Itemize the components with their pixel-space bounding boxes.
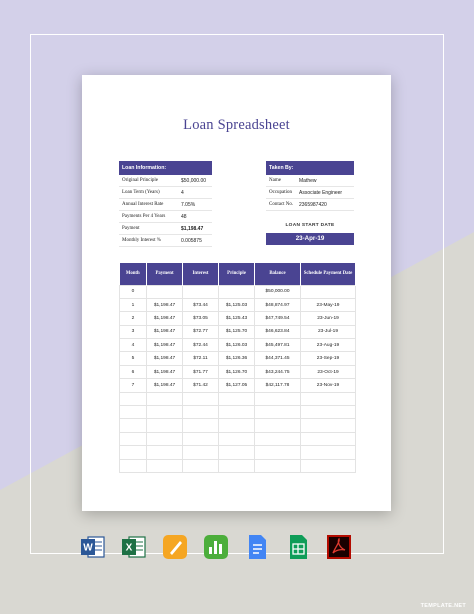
schedule-row	[120, 365, 356, 378]
schedule-cell: $1,126.03	[219, 339, 255, 352]
schedule-cell	[301, 432, 356, 445]
schedule-cell	[147, 459, 183, 472]
google-docs-icon	[244, 534, 270, 560]
google-sheets-icon	[285, 534, 311, 560]
schedule-cell: $72.77	[183, 325, 219, 338]
schedule-cell	[120, 392, 147, 405]
schedule-cell	[147, 392, 183, 405]
schedule-column-header: Interest	[183, 263, 219, 285]
loan-info-value: 0.005875	[181, 238, 202, 244]
schedule-cell: 23-Sep-19	[301, 352, 356, 365]
schedule-cell	[147, 406, 183, 419]
loan-info-row	[119, 175, 212, 187]
schedule-cell: $1,126.70	[219, 365, 255, 378]
loan-info-row	[119, 223, 212, 235]
schedule-cell: 23-Aug-19	[301, 339, 356, 352]
schedule-cell: 2	[120, 312, 147, 325]
taken-by-header: Taken By:	[266, 161, 354, 175]
loan-info-value: 48	[181, 214, 187, 220]
schedule-cell: $73.44	[183, 298, 219, 311]
schedule-cell	[301, 392, 356, 405]
taken-by-value: Associate Engineer	[299, 190, 343, 196]
schedule-cell: $44,371.45	[255, 352, 301, 365]
schedule-cell	[120, 406, 147, 419]
taken-by-box	[266, 161, 354, 211]
schedule-cell: $71.42	[183, 379, 219, 392]
schedule-cell: 0	[120, 285, 147, 298]
page-title: Loan Spreadsheet	[183, 117, 290, 133]
taken-by-row	[266, 175, 354, 187]
schedule-cell	[183, 406, 219, 419]
loan-info-row	[119, 235, 212, 247]
taken-by-row	[266, 199, 354, 211]
schedule-cell	[120, 459, 147, 472]
schedule-cell: 1	[120, 298, 147, 311]
schedule-cell: 23-Oct-19	[301, 365, 356, 378]
schedule-column-header: Payment	[147, 263, 183, 285]
schedule-cell	[301, 459, 356, 472]
loan-info-value: 7.05%	[181, 202, 196, 208]
excel-icon	[121, 534, 147, 560]
schedule-cell	[255, 446, 301, 459]
loan-info-label: Monthly Interest %	[122, 238, 161, 243]
schedule-cell: $1,198.47	[147, 352, 183, 365]
document-page	[82, 75, 391, 511]
schedule-cell	[255, 419, 301, 432]
loan-info-label: Loan Term (Years)	[122, 190, 160, 195]
watermark: TEMPLATE.NET	[420, 603, 466, 609]
schedule-row	[120, 325, 356, 338]
schedule-cell: $1,198.47	[147, 379, 183, 392]
schedule-cell: $46,623.84	[255, 325, 301, 338]
taken-by-label: Occupation	[269, 190, 293, 195]
schedule-cell	[301, 419, 356, 432]
schedule-row	[120, 406, 356, 419]
schedule-cell	[120, 446, 147, 459]
schedule-row	[120, 312, 356, 325]
schedule-row	[120, 419, 356, 432]
schedule-cell: $1,125.43	[219, 312, 255, 325]
schedule-cell	[219, 392, 255, 405]
schedule-cell: $48,874.97	[255, 298, 301, 311]
schedule-cell	[183, 459, 219, 472]
taken-by-value: 2365987420	[299, 202, 327, 208]
schedule-cell: 4	[120, 339, 147, 352]
schedule-cell	[255, 432, 301, 445]
schedule-cell: 3	[120, 325, 147, 338]
numbers-icon	[203, 534, 229, 560]
loan-info-value: $1,198.47	[181, 226, 204, 232]
schedule-cell	[219, 285, 255, 298]
loan-info-label: Annual Interest Rate	[122, 202, 164, 207]
schedule-cell	[183, 419, 219, 432]
schedule-cell	[219, 459, 255, 472]
schedule-cell: 5	[120, 352, 147, 365]
loan-info-value: $50,000.00	[181, 178, 207, 184]
schedule-cell: $1,125.03	[219, 298, 255, 311]
loan-information-header: Loan Information:	[119, 161, 212, 175]
schedule-cell: $1,126.36	[219, 352, 255, 365]
schedule-cell: 6	[120, 365, 147, 378]
loan-info-label: Original Principle	[122, 178, 158, 183]
schedule-cell: $47,749.54	[255, 312, 301, 325]
taken-by-label: Name	[269, 178, 281, 183]
loan-info-row	[119, 211, 212, 223]
loan-start-date-value: 23-Apr-19	[266, 233, 354, 245]
loan-start-date-label: LOAN START DATE	[285, 223, 335, 228]
schedule-column-header: Schedule Payment Date	[301, 263, 356, 285]
payment-schedule-table	[119, 263, 356, 473]
loan-info-value: 4	[181, 190, 184, 196]
schedule-cell	[183, 285, 219, 298]
schedule-cell	[147, 285, 183, 298]
loan-info-label: Payments Per 4 Years	[122, 214, 166, 219]
schedule-row	[120, 352, 356, 365]
schedule-row	[120, 298, 356, 311]
taken-by-label: Contact No.	[269, 202, 294, 207]
schedule-cell: $1,198.47	[147, 298, 183, 311]
schedule-cell: $1,198.47	[147, 325, 183, 338]
loan-info-row	[119, 199, 212, 211]
schedule-cell	[255, 406, 301, 419]
schedule-cell	[147, 446, 183, 459]
schedule-cell: 23-Nov-19	[301, 379, 356, 392]
schedule-row	[120, 392, 356, 405]
schedule-cell	[183, 446, 219, 459]
schedule-cell: 23-May-19	[301, 298, 356, 311]
loan-info-label: Payment	[122, 226, 140, 231]
schedule-cell: 23-Jul-19	[301, 325, 356, 338]
schedule-row	[120, 285, 356, 298]
schedule-cell	[301, 285, 356, 298]
app-format-icons	[80, 534, 367, 562]
schedule-cell: $1,198.47	[147, 339, 183, 352]
schedule-cell	[183, 392, 219, 405]
schedule-cell: $1,127.05	[219, 379, 255, 392]
schedule-cell: 7	[120, 379, 147, 392]
schedule-cell: $71.77	[183, 365, 219, 378]
schedule-cell	[219, 432, 255, 445]
schedule-column-header: Month	[120, 263, 147, 285]
schedule-cell	[147, 432, 183, 445]
schedule-cell: $73.05	[183, 312, 219, 325]
schedule-cell	[219, 446, 255, 459]
svg-text:X: X	[125, 542, 133, 554]
schedule-row	[120, 432, 356, 445]
schedule-cell: $1,198.47	[147, 312, 183, 325]
schedule-cell	[219, 419, 255, 432]
schedule-cell: $50,000.00	[255, 285, 301, 298]
loan-information-box	[119, 161, 212, 247]
pages-icon	[162, 534, 188, 560]
schedule-row	[120, 339, 356, 352]
loan-info-row	[119, 187, 212, 199]
svg-text:W: W	[83, 542, 93, 554]
taken-by-row	[266, 187, 354, 199]
schedule-cell: $1,125.70	[219, 325, 255, 338]
schedule-cell: $1,198.47	[147, 365, 183, 378]
schedule-cell	[301, 406, 356, 419]
schedule-row	[120, 379, 356, 392]
schedule-cell: $42,117.78	[255, 379, 301, 392]
schedule-cell	[255, 459, 301, 472]
pdf-icon	[326, 534, 352, 560]
schedule-cell	[301, 446, 356, 459]
schedule-cell: $72.44	[183, 339, 219, 352]
schedule-column-header: Balance	[255, 263, 301, 285]
schedule-row	[120, 446, 356, 459]
schedule-cell	[219, 406, 255, 419]
schedule-cell	[120, 419, 147, 432]
taken-by-value: Mathew	[299, 178, 317, 184]
schedule-cell: $45,497.81	[255, 339, 301, 352]
schedule-cell	[120, 432, 147, 445]
word-icon	[80, 534, 106, 560]
schedule-cell	[255, 392, 301, 405]
schedule-cell: $43,244.75	[255, 365, 301, 378]
schedule-cell: 23-Jun-19	[301, 312, 356, 325]
schedule-cell: $72.11	[183, 352, 219, 365]
schedule-column-header: Principle	[219, 263, 255, 285]
schedule-cell	[183, 432, 219, 445]
schedule-cell	[147, 419, 183, 432]
schedule-row	[120, 459, 356, 472]
